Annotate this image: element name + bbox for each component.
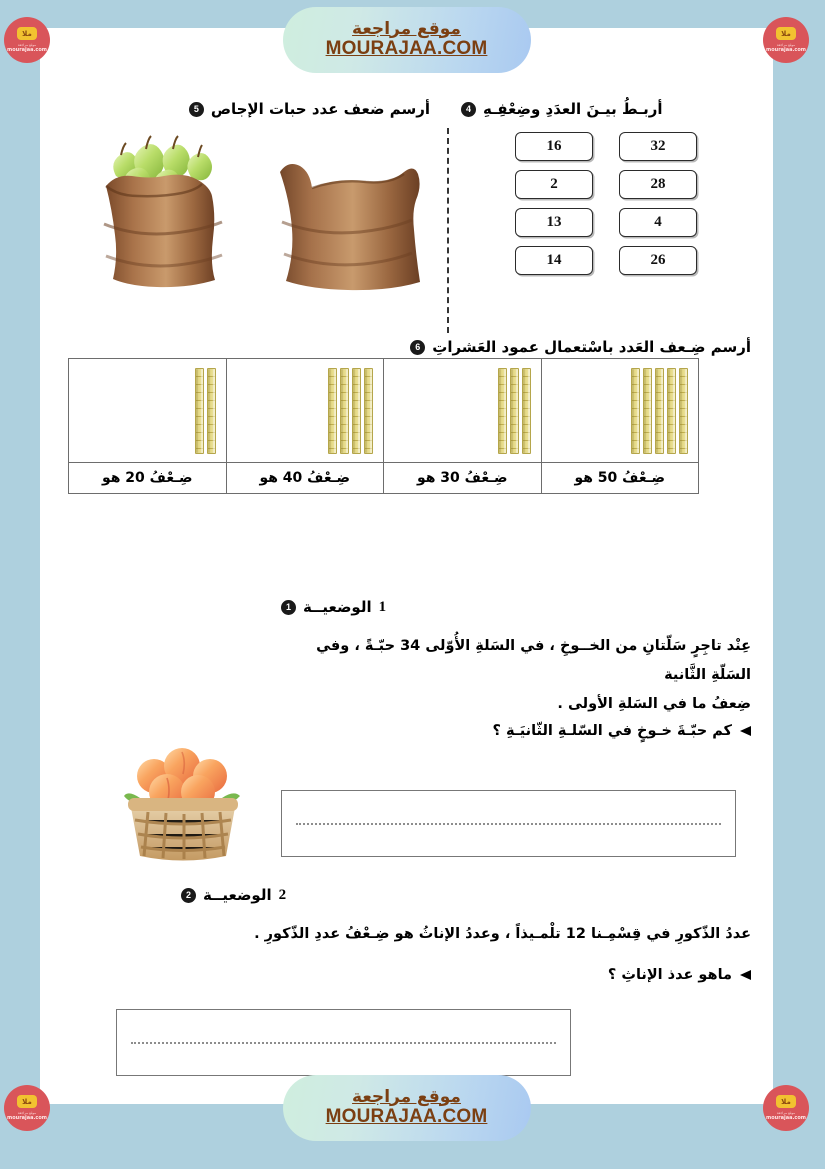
logo-url-line: mourajaa.com	[765, 1115, 806, 1121]
exercise-5	[70, 100, 430, 294]
table-row-rods	[69, 359, 699, 463]
situation-1-line-2: ضِعفُ ما في السَلةِ الأولى .	[557, 696, 751, 712]
exercise-4	[461, 100, 751, 275]
watermark-pill-bottom	[283, 1075, 531, 1141]
situation-1-title: الوضعيــة	[303, 598, 372, 616]
situation-2-title: الوضعيــة	[203, 886, 272, 904]
number-matching-grid	[461, 132, 751, 275]
logo-arabic-line: موقع مراجعة	[776, 1111, 796, 1115]
exercise-number-badge: 1	[281, 600, 296, 615]
number-column-left	[619, 132, 697, 275]
logo-mark: ملا	[776, 27, 796, 40]
tens-rod	[510, 368, 519, 454]
pear-sacks-illustration	[70, 124, 430, 294]
logo-mark: ملا	[17, 1095, 37, 1108]
watermark-arabic-top: موقع مراجعة	[352, 18, 461, 39]
rod-label-50: ضِـعْفُ 50 هو	[541, 463, 699, 494]
situation-1-number: 1	[378, 598, 387, 615]
logo-arabic-line: موقع مراجعة	[17, 43, 37, 47]
rod-cell-30[interactable]	[384, 359, 542, 463]
number-box[interactable]: 28	[619, 170, 697, 199]
answer-dotted-line	[296, 823, 721, 825]
rod-label-20: ضِـعْفُ 20 هو	[69, 463, 227, 494]
empty-sack-icon	[264, 124, 429, 294]
logo-arabic-line: موقع مراجعة	[17, 1111, 37, 1115]
rods-group-20	[69, 359, 226, 462]
situation-1-question: كم حبّـةَ خـوخٍ في السّلـةِ الثّانيَـةِ ؟	[492, 723, 732, 739]
situation-2-line-1: عددُ الذّكورِ في قِسْمِـنا 12 تلْمـيذاً ، وعددُ الإناثُ هو ضِـعْفُ عددِ الذّكورِ .	[254, 926, 751, 942]
situation-2-question-row	[181, 967, 751, 983]
tens-rod	[340, 368, 349, 454]
tens-rod	[352, 368, 361, 454]
exercise-6-heading	[410, 338, 751, 356]
logo-url-line: mourajaa.com	[765, 47, 806, 53]
rod-label-40: ضِـعْفُ 40 هو	[226, 463, 384, 494]
situation-2-heading	[181, 886, 751, 904]
tens-rod	[195, 368, 204, 454]
rod-cell-40[interactable]	[226, 359, 384, 463]
arrow-bullet-icon	[740, 970, 751, 980]
situation-1-heading	[281, 598, 751, 616]
tens-rod	[498, 368, 507, 454]
arrow-bullet-icon	[740, 726, 751, 736]
exercise-5-heading	[70, 100, 430, 118]
situation-2-number: 2	[278, 886, 287, 903]
tens-rods-table	[68, 358, 699, 494]
tens-rod	[643, 368, 652, 454]
exercise-4-title: أربـطُ بيـنَ العدَدِ وضِعْفِـهِ	[483, 100, 663, 118]
rods-group-30	[384, 359, 541, 462]
rods-group-50	[542, 359, 699, 462]
number-box[interactable]: 13	[515, 208, 593, 237]
exercise-number-badge: 5	[189, 102, 204, 117]
number-box[interactable]: 16	[515, 132, 593, 161]
logo-arabic-line: موقع مراجعة	[776, 43, 796, 47]
exercise-number-badge: 6	[410, 340, 425, 355]
peach-basket-icon	[118, 740, 248, 868]
number-box[interactable]: 2	[515, 170, 593, 199]
rod-cell-50[interactable]	[541, 359, 699, 463]
situation-1-question-row	[281, 723, 751, 739]
rod-label-30: ضِـعْفُ 30 هو	[384, 463, 542, 494]
tens-rod	[522, 368, 531, 454]
watermark-arabic-bottom: موقع مراجعة	[352, 1086, 461, 1107]
mourajaa-logo-icon-left	[4, 17, 50, 63]
peach-basket-illustration	[118, 740, 248, 872]
exercise-number-badge: 2	[181, 888, 196, 903]
basket-rim	[128, 798, 238, 811]
number-box[interactable]: 26	[619, 246, 697, 275]
exercise-6-title: أرسم ضِـعف العَدد باسْتعمال عمود العَشراتِ	[432, 338, 751, 356]
rods-group-40	[227, 359, 384, 462]
sack-with-pears-icon	[88, 124, 240, 294]
situation-2-body	[181, 920, 751, 949]
situation-2	[181, 886, 751, 983]
logo-mark: ملا	[17, 27, 37, 40]
tens-rod	[655, 368, 664, 454]
number-box[interactable]: 4	[619, 208, 697, 237]
tens-rod	[667, 368, 676, 454]
situation-2-question: ماهو عدذ الإناثِ ؟	[607, 967, 732, 983]
tens-rod	[679, 368, 688, 454]
watermark-url-bottom: MOURAJAA.COM	[325, 1106, 488, 1128]
answer-box-situation-2[interactable]	[116, 1009, 571, 1076]
exercise-4-heading	[461, 100, 751, 118]
watermark-pill-top	[283, 7, 531, 73]
tens-rod	[207, 368, 216, 454]
table-row-labels	[69, 463, 699, 494]
answer-box-situation-1[interactable]	[281, 790, 736, 857]
logo-url-line: mourajaa.com	[6, 47, 47, 53]
mourajaa-logo-icon-left	[4, 1085, 50, 1131]
logo-mark: ملا	[776, 1095, 796, 1108]
watermark-banner-top	[6, 6, 806, 74]
mourajaa-logo-icon-right	[763, 1085, 809, 1131]
tens-rod	[328, 368, 337, 454]
situation-1	[281, 598, 751, 739]
worksheet-page	[6, 18, 806, 1128]
number-box[interactable]: 14	[515, 246, 593, 275]
tens-rod	[364, 368, 373, 454]
situation-1-line-1: عِنْد تاجِرٍ سَلّتانِ من الخــوخِ ، في السَلةِ الأُوّلى 34 حبّـةً ، وفي السَلّةِ الثَّانية	[316, 638, 751, 683]
tens-rod	[631, 368, 640, 454]
rod-cell-20[interactable]	[69, 359, 227, 463]
logo-url-line: mourajaa.com	[6, 1115, 47, 1121]
watermark-url-top: MOURAJAA.COM	[325, 38, 488, 60]
answer-dotted-line	[131, 1042, 556, 1044]
situation-1-body	[281, 632, 751, 719]
exercise-number-badge: 4	[461, 102, 476, 117]
section-divider	[447, 128, 449, 333]
number-column-right	[515, 132, 593, 275]
number-box[interactable]: 32	[619, 132, 697, 161]
mourajaa-logo-icon-right	[763, 17, 809, 63]
watermark-banner-bottom	[6, 1074, 806, 1142]
exercise-5-title: أرسم ضعف عدد حبات الإجاص	[210, 100, 430, 118]
